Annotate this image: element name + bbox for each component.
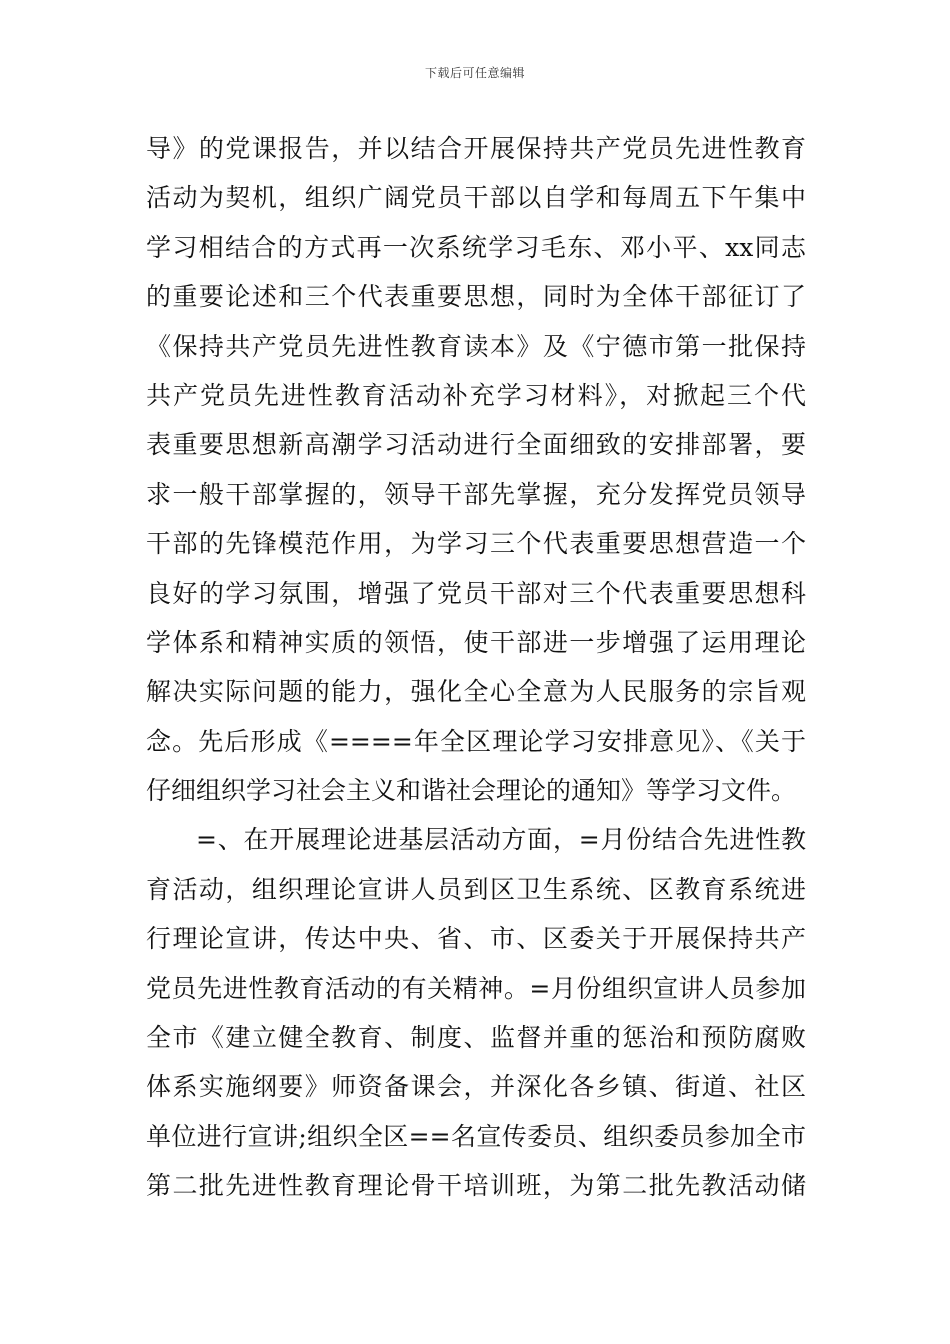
text-line: 育活动，组织理论宣讲人员到区卫生系统、区教育系统进 bbox=[146, 874, 806, 904]
text-line: 全市《建立健全教育、制度、监督并重的惩治和预防腐败 bbox=[146, 1023, 806, 1053]
text-line: 的重要论述和三个代表重要思想，同时为全体干部征订了 bbox=[146, 282, 806, 312]
text-line: 学体系和精神实质的领悟，使干部进一步增强了运用理论 bbox=[146, 627, 806, 657]
body-text bbox=[146, 124, 806, 1211]
text-line: 念。先后形成《====年全区理论学习安排意见》、《关于 bbox=[146, 726, 806, 756]
page-header: 下载后可任意编辑 bbox=[424, 66, 525, 80]
text-line: 行理论宣讲，传达中央、省、市、区委关于开展保持共产 bbox=[146, 924, 806, 954]
text-line: 干部的先锋模范作用，为学习三个代表重要思想营造一个 bbox=[146, 529, 806, 559]
text-line: 导》的党课报告，并以结合开展保持共产党员先进性教育 bbox=[146, 134, 806, 163]
text-line: 党员先进性教育活动的有关精神。=月份组织宣讲人员参加 bbox=[146, 973, 806, 1003]
text-line: 共产党员先进性教育活动补充学习材料》，对掀起三个代 bbox=[146, 380, 806, 410]
text-line: 良好的学习氛围，增强了党员干部对三个代表重要思想科 bbox=[146, 578, 806, 608]
text-line: 第二批先进性教育理论骨干培训班，为第二批先教活动储 bbox=[146, 1171, 806, 1201]
text-line: 求一般干部掌握的，领导干部先掌握，充分发挥党员领导 bbox=[146, 479, 806, 509]
paragraph-start-line: =、在开展理论进基层活动方面，=月份结合先进性教 bbox=[196, 825, 806, 855]
text-line: 表重要思想新高潮学习活动进行全面细致的安排部署，要 bbox=[146, 430, 806, 460]
text-line: 单位进行宣讲;组织全区==名宣传委员、组织委员参加全市 bbox=[146, 1121, 806, 1151]
text-line: 《保持共产党员先进性教育读本》及《宁德市第一批保持 bbox=[146, 331, 806, 361]
text-line: 体系实施纲要》师资备课会，并深化各乡镇、街道、社区 bbox=[146, 1072, 806, 1102]
text-line: 解决实际问题的能力，强化全心全意为人民服务的宗旨观 bbox=[146, 677, 806, 707]
text-line: 仔细组织学习社会主义和谐社会理论的通知》等学习文件。 bbox=[146, 776, 797, 806]
text-line: 活动为契机，组织广阔党员干部以自学和每周五下午集中 bbox=[146, 183, 806, 213]
text-line: 学习相结合的方式再一次系统学习毛东、邓小平、xx同志 bbox=[146, 232, 806, 262]
